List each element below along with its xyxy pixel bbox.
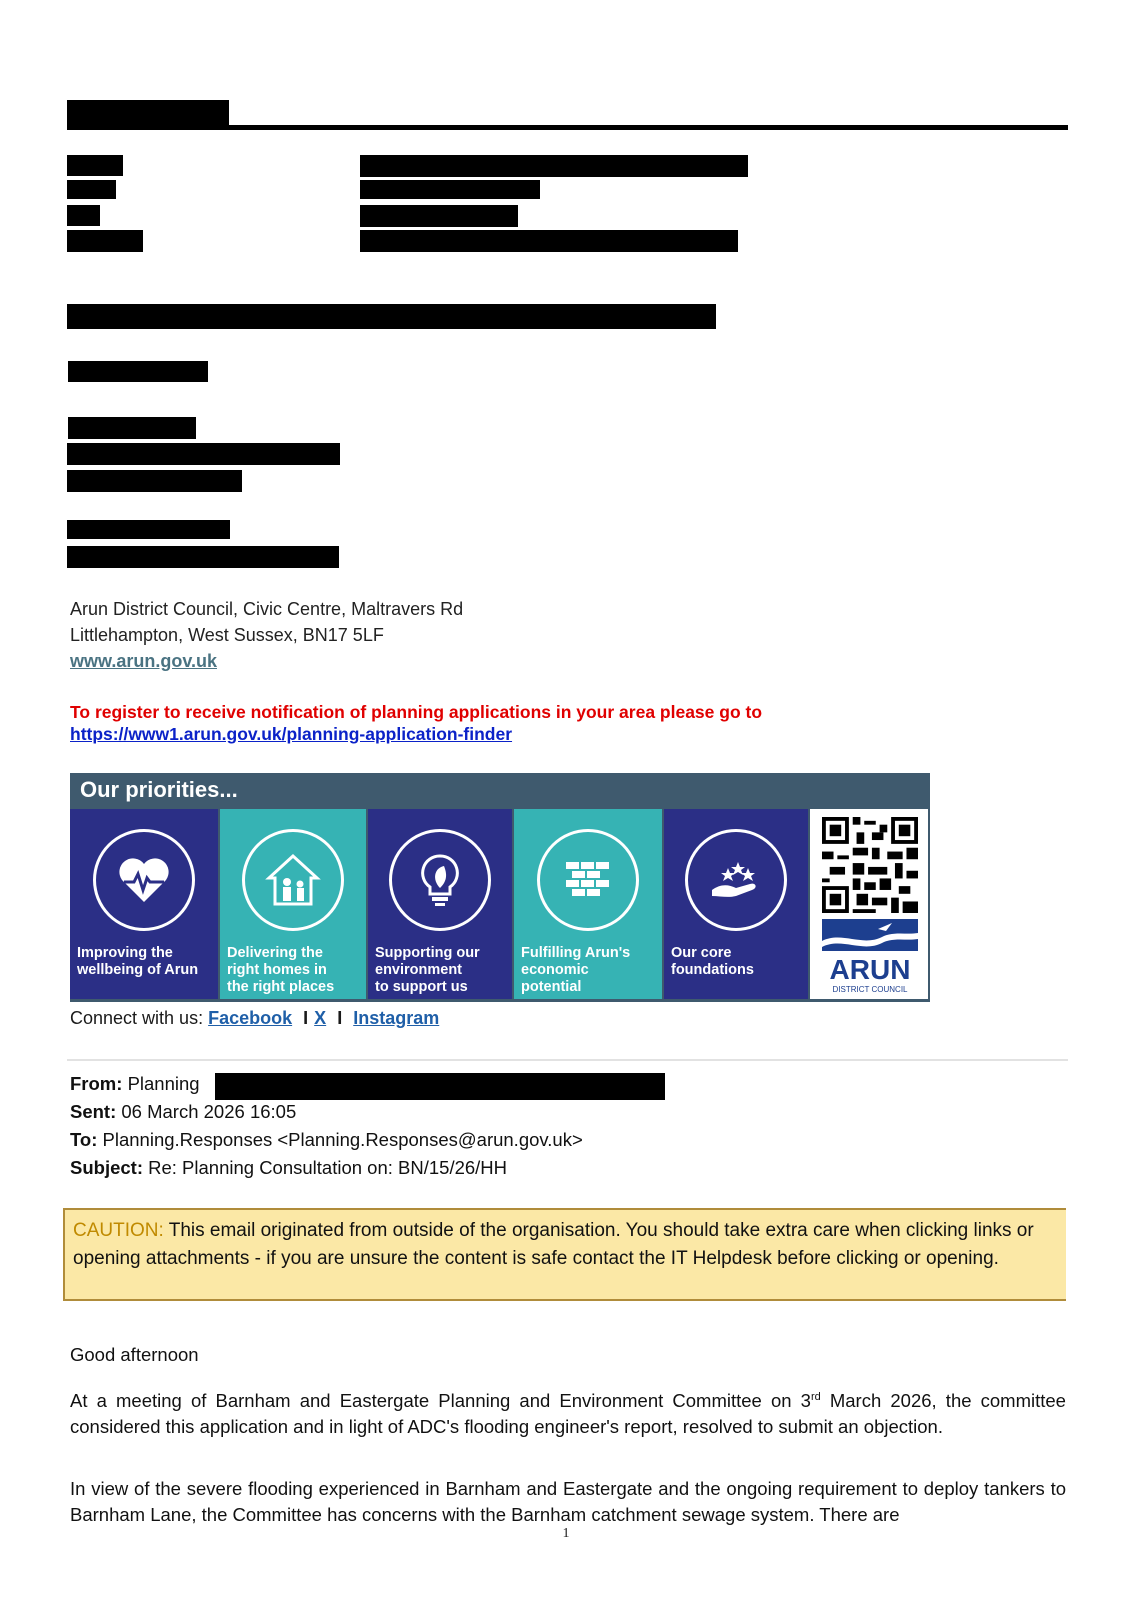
brick-wall-icon [537,829,639,931]
hand-stars-icon [685,829,787,931]
sent-row: Sent: 06 March 2026 16:05 [70,1101,297,1122]
redacted-header-value [360,205,518,227]
address-line-2: Littlehampton, West Sussex, BN17 5LF [70,625,384,645]
priorities-banner [70,773,930,1002]
tile-label: Fulfilling Arun's economic potential [521,945,631,995]
instagram-link[interactable]: Instagram [353,1008,440,1028]
heart-pulse-icon [93,829,195,931]
svg-text:DISTRICT COUNCIL: DISTRICT COUNCIL [832,985,908,994]
svg-text:ARUN: ARUN [829,954,911,985]
redacted-header-label [67,155,123,176]
header-rule [67,125,1068,130]
priority-tile-foundations [664,809,808,999]
redacted-header-label [67,180,116,199]
caution-prefix: CAUTION: [73,1220,164,1241]
greeting: Good afternoon [70,1344,199,1365]
redacted-header-value [360,230,738,252]
redacted-sender-name [67,100,229,128]
redacted-header-label [67,230,143,252]
council-address [70,596,463,674]
planning-notice [70,701,762,745]
from-row: From: Planning [70,1073,200,1094]
x-link[interactable]: X [314,1008,327,1028]
redacted-header-label [67,205,100,226]
qr-code-icon[interactable] [822,817,918,913]
page-number: 1 [562,1526,570,1541]
caution-banner [63,1208,1066,1301]
notice-text: To register to receive notification of planning applications in your area please go to [70,702,763,722]
tile-label: Supporting our environment to support us [375,945,480,995]
address-line-1: Arun District Council, Civic Centre, Maltravers Rd [70,599,464,619]
redacted-line [67,304,716,329]
tile-label: Delivering the right homes in the right places [227,945,335,995]
facebook-link[interactable]: Facebook [208,1008,293,1028]
arun-logo [822,919,918,995]
connect-label: Connect with us: [70,1008,204,1028]
redacted-line [67,443,340,465]
lightbulb-leaf-icon [389,829,491,931]
redacted-line [67,470,242,492]
banner-title: Our priorities... [80,777,238,802]
priority-tile-environment [368,809,512,999]
redacted-line [68,361,208,382]
caution-text: This email originated from outside of the organisation. You should take extra care when clicking links or opening attachments - if you are unsure the content is safe contact the IT Helpdesk before clicking or opening. [73,1220,1034,1269]
separator: I [337,1008,343,1028]
redacted-line [67,520,230,539]
divider [67,1059,1068,1061]
subject-row: Subject: Re: Planning Consultation on: BN/15/26/HH [70,1157,508,1178]
redacted-line [67,546,339,568]
qr-logo-tile [810,809,928,999]
separator: I [303,1008,309,1028]
tile-label: Our core foundations [671,945,754,978]
tile-label: Improving the wellbeing of Arun [77,945,199,978]
priority-tile-wellbeing [70,809,218,999]
house-family-icon [242,829,344,931]
planning-finder-link[interactable]: https://www1.arun.gov.uk/planning-application-finder [70,724,513,744]
body-paragraph-1: At a meeting of Barnham and Eastergate Planning and Environment Committee on 3rd March 2026, the committee considered this application and in light of ADC's flooding engineer's report, resolved to submit an objection. [70,1390,1066,1438]
priority-tile-economy [514,809,662,999]
priority-tile-homes [220,809,366,999]
website-link[interactable]: www.arun.gov.uk [70,651,218,671]
redacted-header-value [360,155,748,177]
redacted-line [68,417,196,439]
social-links [70,1008,439,1029]
to-row: To: Planning.Responses <Planning.Responses@arun.gov.uk> [70,1129,583,1150]
redacted-header-value [360,180,540,199]
redacted-sender-address [215,1073,665,1100]
body-paragraph-2: In view of the severe flooding experienced in Barnham and Eastergate and the ongoing requirement to deploy tankers to Barnham Lane, the Committee has concerns with the Barnham catchment sewage system. There are [70,1478,1066,1525]
